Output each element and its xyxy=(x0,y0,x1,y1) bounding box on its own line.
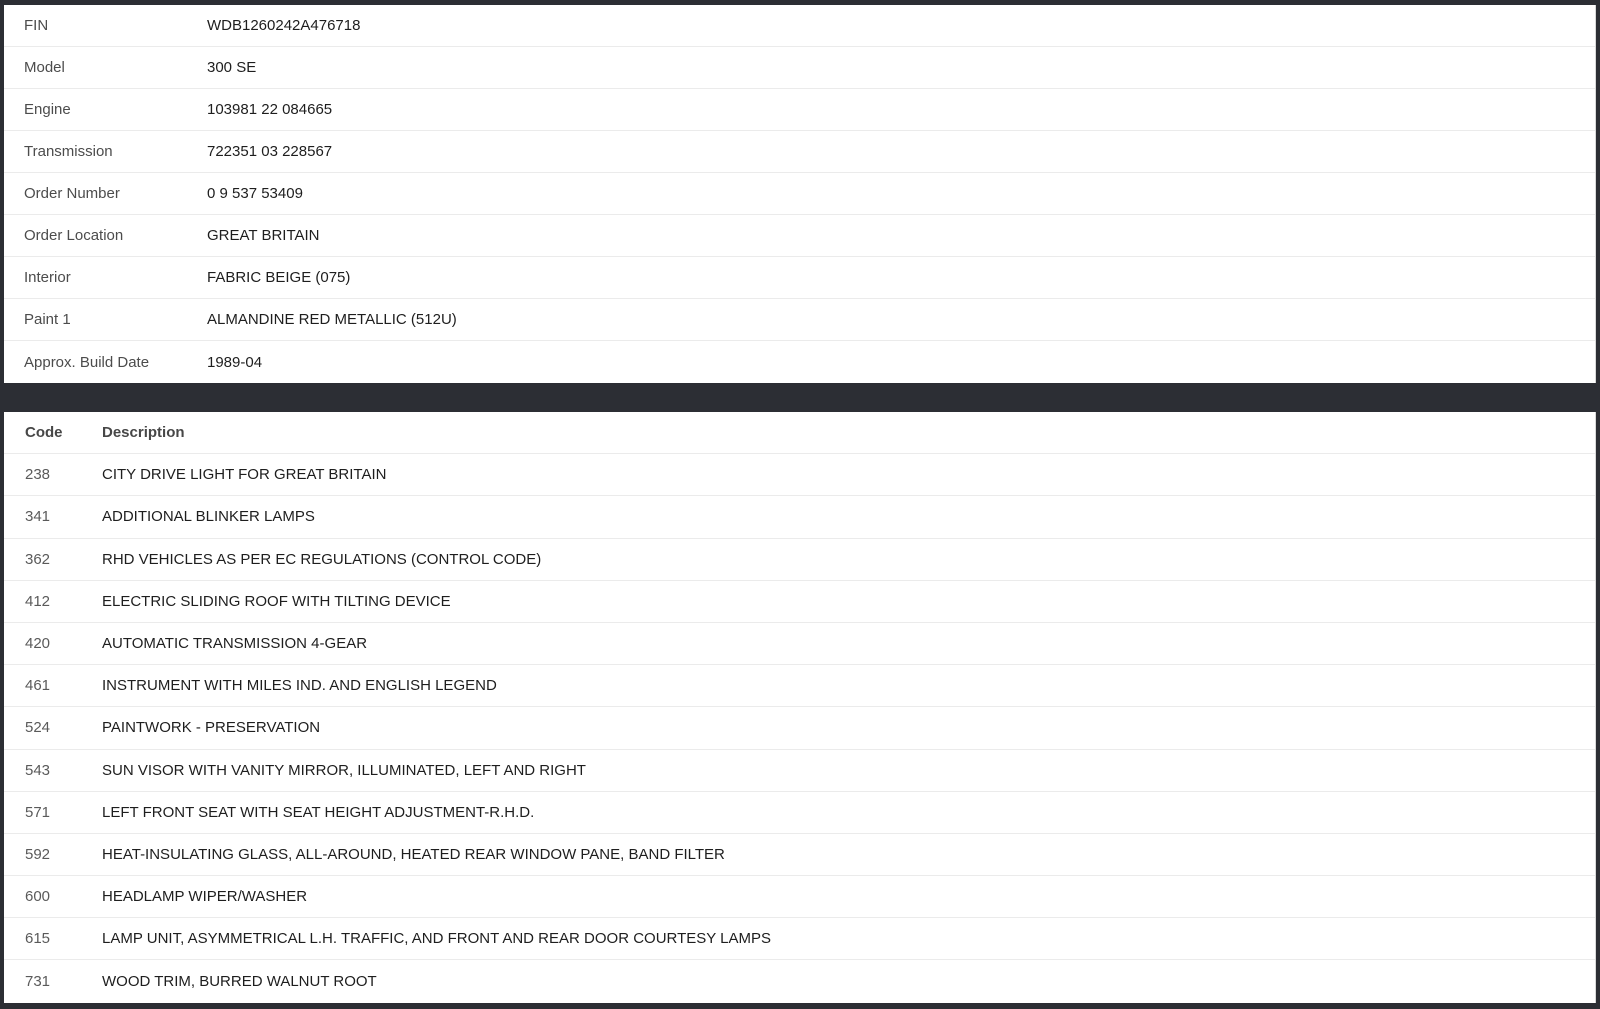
info-value: GREAT BRITAIN xyxy=(207,227,320,244)
info-label: FIN xyxy=(24,17,49,34)
option-row-571 xyxy=(4,792,1595,834)
info-row-model xyxy=(4,47,1595,89)
info-row-transmission xyxy=(4,131,1595,173)
option-row-341 xyxy=(4,496,1595,538)
vehicle-info-table xyxy=(4,5,1596,383)
info-row-paint-1 xyxy=(4,299,1595,341)
option-code: 600 xyxy=(25,888,51,906)
info-value: 0 9 537 53409 xyxy=(207,185,303,202)
info-label: Order Location xyxy=(24,227,124,244)
option-description: CITY DRIVE LIGHT FOR GREAT BRITAIN xyxy=(102,466,387,484)
option-row-524 xyxy=(4,707,1595,749)
option-description: LEFT FRONT SEAT WITH SEAT HEIGHT ADJUSTMENT-R.H.D. xyxy=(102,803,535,821)
info-value: WDB1260242A476718 xyxy=(207,17,361,34)
info-value: ALMANDINE RED METALLIC (512U) xyxy=(207,311,457,328)
info-row-approx-build-date xyxy=(4,341,1595,383)
option-row-592 xyxy=(4,834,1595,876)
option-code-rows xyxy=(4,454,1595,1002)
info-row-engine xyxy=(4,89,1595,131)
code-column-header: Code xyxy=(25,424,63,442)
option-row-543 xyxy=(4,750,1595,792)
option-row-461 xyxy=(4,665,1595,707)
info-value: FABRIC BEIGE (075) xyxy=(207,269,351,286)
description-column-header: Description xyxy=(102,424,185,442)
option-description: HEADLAMP WIPER/WASHER xyxy=(102,888,308,906)
option-code: 524 xyxy=(25,719,51,737)
vehicle-info-rows xyxy=(4,5,1595,383)
option-code: 592 xyxy=(25,845,51,863)
option-description: AUTOMATIC TRANSMISSION 4-GEAR xyxy=(102,635,368,653)
info-value: 722351 03 228567 xyxy=(207,143,333,160)
option-row-600 xyxy=(4,876,1595,918)
option-row-362 xyxy=(4,539,1595,581)
options-header-row xyxy=(4,412,1595,454)
option-description: PAINTWORK - PRESERVATION xyxy=(102,719,321,737)
info-row-fin xyxy=(4,5,1595,47)
info-value: 1989-04 xyxy=(207,353,263,371)
info-label: Order Number xyxy=(24,185,120,202)
option-description: ELECTRIC SLIDING ROOF WITH TILTING DEVICE xyxy=(102,592,451,610)
option-description: WOOD TRIM, BURRED WALNUT ROOT xyxy=(102,973,377,991)
option-row-238 xyxy=(4,454,1595,496)
info-row-interior xyxy=(4,257,1595,299)
info-label: Paint 1 xyxy=(24,311,71,328)
option-description: SUN VISOR WITH VANITY MIRROR, ILLUMINATED, LEFT AND RIGHT xyxy=(102,761,586,779)
option-code: 461 xyxy=(25,677,51,695)
option-description: LAMP UNIT, ASYMMETRICAL L.H. TRAFFIC, AND FRONT AND REAR DOOR COURTESY LAMPS xyxy=(102,930,772,948)
option-code: 571 xyxy=(25,803,51,821)
info-label: Approx. Build Date xyxy=(24,353,150,371)
option-code: 341 xyxy=(25,508,51,526)
option-description: INSTRUMENT WITH MILES IND. AND ENGLISH LEGEND xyxy=(102,677,497,695)
option-description: ADDITIONAL BLINKER LAMPS xyxy=(102,508,315,526)
info-label: Interior xyxy=(24,269,71,286)
option-row-731 xyxy=(4,960,1595,1002)
info-value: 103981 22 084665 xyxy=(207,101,333,118)
datacard-page xyxy=(4,5,1596,1003)
info-value: 300 SE xyxy=(207,59,257,76)
info-label: Model xyxy=(24,59,65,76)
option-code: 731 xyxy=(25,973,51,991)
option-row-615 xyxy=(4,918,1595,960)
option-row-412 xyxy=(4,581,1595,623)
info-label: Engine xyxy=(24,101,71,118)
option-description: HEAT-INSULATING GLASS, ALL-AROUND, HEATED REAR WINDOW PANE, BAND FILTER xyxy=(102,845,725,863)
option-code: 412 xyxy=(25,592,51,610)
option-code: 543 xyxy=(25,761,51,779)
option-code: 362 xyxy=(25,550,51,568)
option-code: 615 xyxy=(25,930,51,948)
option-codes-table xyxy=(4,412,1596,1003)
option-code: 420 xyxy=(25,635,51,653)
option-description: RHD VEHICLES AS PER EC REGULATIONS (CONTROL CODE) xyxy=(102,550,542,568)
option-row-420 xyxy=(4,623,1595,665)
info-row-order-number xyxy=(4,173,1595,215)
info-row-order-location xyxy=(4,215,1595,257)
info-label: Transmission xyxy=(24,143,113,160)
option-code: 238 xyxy=(25,466,51,484)
